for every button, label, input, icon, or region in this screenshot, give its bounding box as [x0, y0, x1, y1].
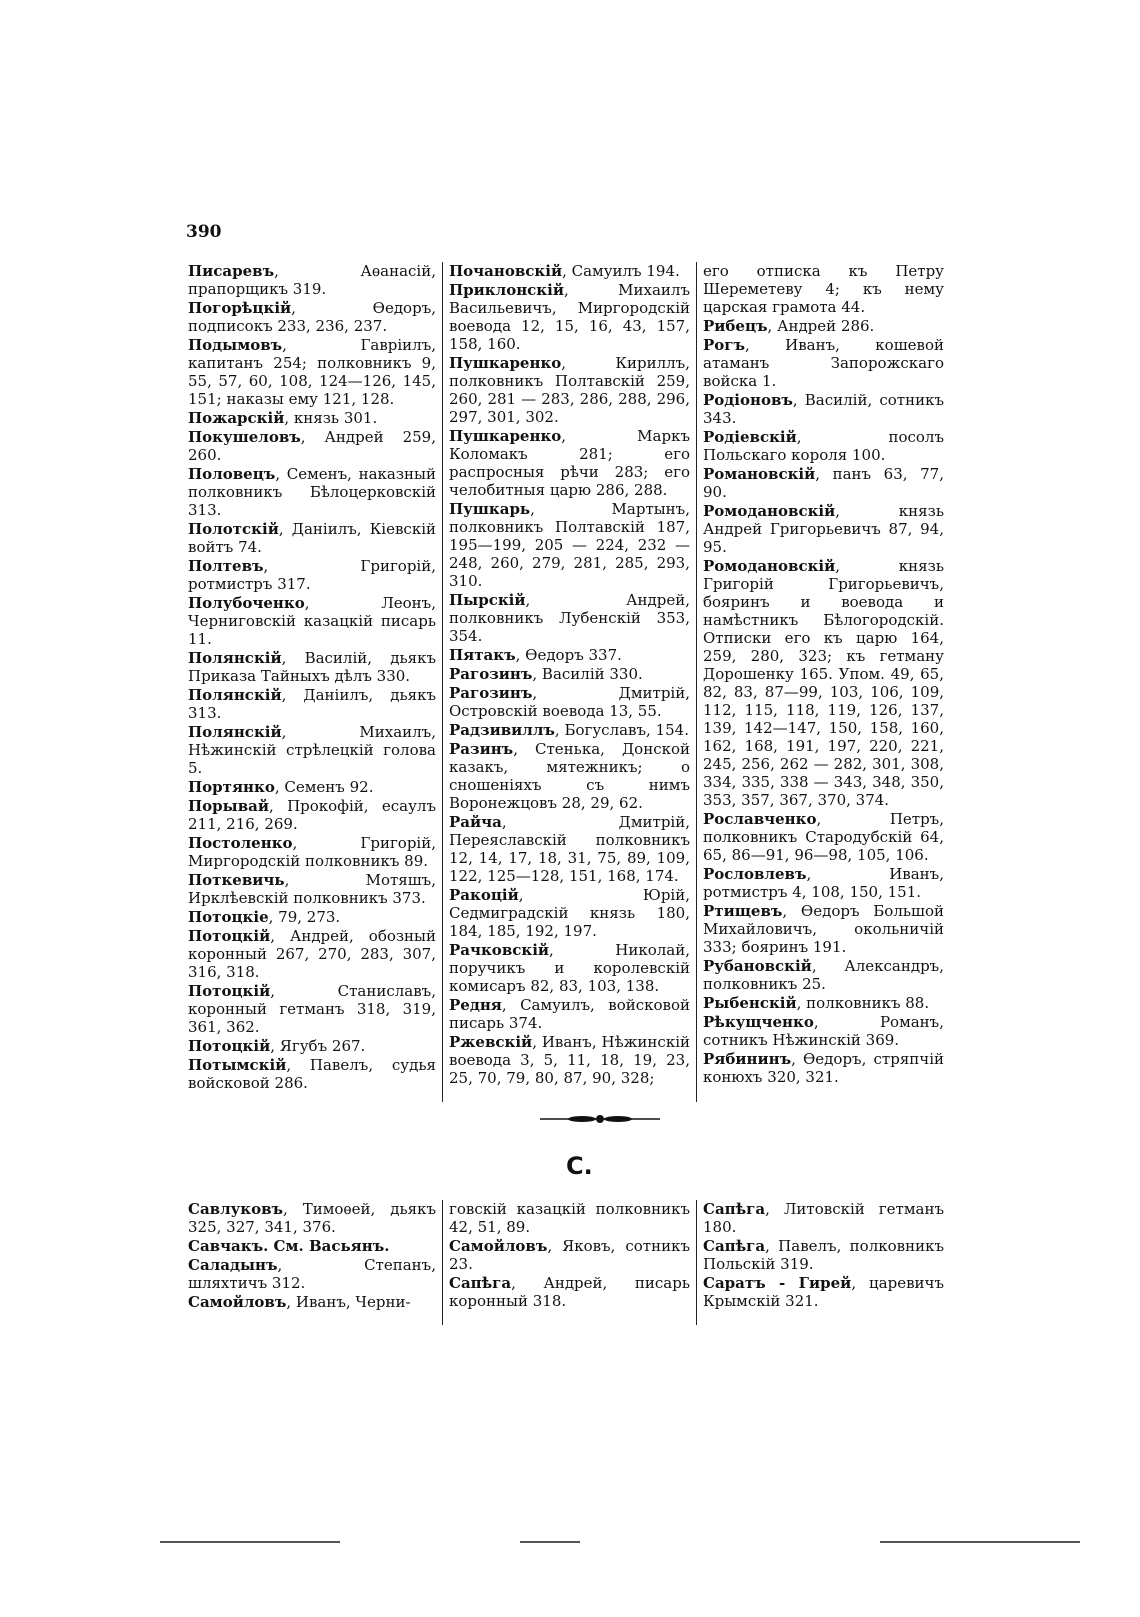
entry-name: Полянскій	[188, 686, 282, 704]
entry-name: Самойловъ	[188, 1293, 287, 1311]
entry-name: Радзивиллъ	[449, 721, 555, 739]
ornamental-divider	[540, 1111, 660, 1127]
entry-text: , Александръ, полковникъ 25.	[703, 957, 944, 993]
index-entry	[449, 996, 690, 1032]
index-entry	[449, 665, 690, 683]
entry-text: , Литовскій гетманъ 180.	[703, 1200, 944, 1236]
index-entry	[703, 1050, 944, 1086]
entry-text: , Ѳедоръ 337.	[515, 646, 622, 664]
entry-name: Ромодановскій	[703, 557, 836, 575]
entry-name: Пырскій	[449, 591, 526, 609]
entry-text: , Стенька, Донской казакъ, мятежникъ; о сношеніяхъ съ нимъ Воронежцовъ 28, 29, 62.	[449, 740, 690, 812]
entry-text: , Иванъ, Черни-	[286, 1293, 411, 1311]
entry-text: , князь 301.	[284, 409, 378, 427]
entry-name: Поткевичь	[188, 871, 285, 889]
entry-text: говскій казацкій полковникъ 42, 51, 89.	[449, 1200, 690, 1236]
entry-text: , посолъ Польскаго короля 100.	[703, 428, 944, 464]
entry-text: , 79, 273.	[268, 908, 341, 926]
index-entry	[188, 834, 436, 870]
entry-text: , Василій, сотникъ 343.	[703, 391, 944, 427]
index-columns-bottom	[188, 1200, 984, 1325]
index-entry	[188, 778, 436, 796]
index-entry	[188, 927, 436, 981]
index-entry	[449, 721, 690, 739]
entry-text: , Яковъ, сотникъ 23.	[449, 1237, 690, 1273]
index-columns-top	[188, 262, 984, 1102]
entry-name: Самойловъ	[449, 1237, 548, 1255]
index-entry	[449, 591, 690, 645]
entry-name: Савчакъ. См. Васьянъ.	[188, 1237, 390, 1255]
entry-text: , князь Григорій Григорьевичъ, бояринъ и воевода и намѣстникъ Бѣлогородскій. Отписки его къ царю 164, 259, 280, 323; къ гетману Дорошенку 165. Упом. 49, 65, 82, 83, 87—99, 103, 106, 109, 112, 115, 118, 119, 126, 137, 139, 142—147, 150, 158, 160, 162, 168, 191, 197, 220, 221, 245, 256, 262 — 282, 301, 308, 334, 335, 338 — 343, 348, 350, 353, 357, 367, 370, 374.	[703, 557, 944, 809]
entry-text: , Дмитрій, Переяславскій полковникъ 12, 14, 17, 18, 31, 75, 89, 109, 122, 125—128, 151, 168, 174.	[449, 813, 690, 885]
index-entry	[703, 1237, 944, 1273]
entry-name: Почановскій	[449, 262, 563, 280]
entry-text: , Ѳедоръ, подписокъ 233, 236, 237.	[188, 299, 436, 335]
index-entry	[449, 941, 690, 995]
entry-name: Рыбенскій	[703, 994, 797, 1012]
entry-name: Рогъ	[703, 336, 745, 354]
index-entry	[703, 557, 944, 809]
entry-text: , Григорій, ротмистръ 317.	[188, 557, 436, 593]
entry-name: Погорѣцкій	[188, 299, 292, 317]
index-entry	[449, 740, 690, 812]
entry-name: Потоцкіе	[188, 908, 269, 926]
entry-text: , панъ 63, 77, 90.	[703, 465, 944, 501]
entry-name: Ромодановскій	[703, 502, 836, 520]
index-entry	[188, 908, 436, 926]
entry-name: Пятакъ	[449, 646, 516, 664]
entry-name: Потымскій	[188, 1056, 287, 1074]
index-entry	[703, 1274, 944, 1310]
index-entry	[188, 1056, 436, 1092]
entry-name: Рибецъ	[703, 317, 768, 335]
entry-text: , Аѳанасій, прапорщикъ 319.	[188, 262, 436, 298]
index-entry	[449, 427, 690, 499]
page-number: 390	[186, 222, 222, 242]
entry-text: , Иванъ, Нѣжинскій воевода 3, 5, 11, 18, 19, 23, 25, 70, 79, 80, 87, 90, 328;	[449, 1033, 690, 1087]
index-entry	[188, 723, 436, 777]
index-entry	[188, 797, 436, 833]
entry-name: Родіоновъ	[703, 391, 793, 409]
index-entry	[703, 502, 944, 556]
entry-text: , Андрей, полковникъ Лубенскій 353, 354.	[449, 591, 690, 645]
index-entry	[703, 994, 944, 1012]
entry-name: Постоленко	[188, 834, 293, 852]
index-entry	[703, 317, 944, 335]
index-entry	[188, 557, 436, 593]
entry-text: его отписка къ Петру Шереметеву 4; къ нему царская грамота 44.	[703, 262, 944, 316]
entry-name: Ракоцій	[449, 886, 519, 904]
entry-name: Ржевскій	[449, 1033, 533, 1051]
index-entry	[188, 871, 436, 907]
entry-name: Полубоченко	[188, 594, 305, 612]
entry-name: Сапѣга	[449, 1274, 512, 1292]
entry-text: , Павелъ, судья войсковой 286.	[188, 1056, 436, 1092]
entry-text: , Богуславъ, 154.	[554, 721, 689, 739]
entry-text: , Григорій, Миргородскій полковникъ 89.	[188, 834, 436, 870]
entry-name: Полтевъ	[188, 557, 264, 575]
entry-text: , Даніилъ, дьякъ 313.	[188, 686, 436, 722]
entry-name: Полянскій	[188, 723, 282, 741]
index-entry	[188, 428, 436, 464]
entry-text: , Василій, дьякъ Приказа Тайныхъ дѣлъ 330.	[188, 649, 436, 685]
entry-name: Потоцкій	[188, 1037, 271, 1055]
entry-text: , Ѳедоръ, стряпчій конюхъ 320, 321.	[703, 1050, 944, 1086]
footer-rule-right	[880, 1541, 1080, 1543]
entry-name: Пушкаренко	[449, 427, 562, 445]
entry-text: , Андрей, обозный коронный 267, 270, 283, 307, 316, 318.	[188, 927, 436, 981]
index-entry	[188, 336, 436, 408]
entry-name: Редня	[449, 996, 502, 1014]
entry-text: , Михаилъ Васильевичъ, Миргородскій воевода 12, 15, 16, 43, 157, 158, 160.	[449, 281, 690, 353]
index-entry	[703, 1013, 944, 1049]
entry-text: , полковникъ 88.	[796, 994, 930, 1012]
footer-rule-middle	[520, 1541, 580, 1543]
entry-name: Сапѣга	[703, 1200, 766, 1218]
entry-name: Рагозинъ	[449, 665, 533, 683]
entry-text: , Николай, поручикъ и королевскій комисаръ 82, 83, 103, 138.	[449, 941, 690, 995]
index-entry	[449, 646, 690, 664]
index-entry	[703, 957, 944, 993]
entry-text: , царевичъ Крымскій 321.	[703, 1274, 944, 1310]
index-entry	[188, 982, 436, 1036]
index-entry	[703, 810, 944, 864]
index-entry	[449, 500, 690, 590]
entry-name: Рачковскій	[449, 941, 550, 959]
entry-text: , Михаилъ, Нѣжинскій стрѣлецкій голова 5.	[188, 723, 436, 777]
entry-text: , Юрій, Седмиградскій князь 180, 184, 185, 192, 197.	[449, 886, 690, 940]
index-column-2	[442, 262, 696, 1102]
entry-name: Родіевскій	[703, 428, 797, 446]
index-entry	[188, 1200, 436, 1236]
index-entry	[188, 465, 436, 519]
index-entry	[188, 262, 436, 298]
entry-name: Ртищевъ	[703, 902, 783, 920]
entry-name: Рагозинъ	[449, 684, 533, 702]
index-entry	[188, 1237, 436, 1255]
entry-name: Савлуковъ	[188, 1200, 284, 1218]
entry-name: Пушкаренко	[449, 354, 562, 372]
entry-name: Полотскій	[188, 520, 279, 538]
entry-text: , Станиславъ, коронный гетманъ 318, 319, 361, 362.	[188, 982, 436, 1036]
index-entry	[188, 1293, 436, 1311]
entry-text: , Андрей, писарь коронный 318.	[449, 1274, 690, 1310]
entry-text: , Иванъ, ротмистръ 4, 108, 150, 151.	[703, 865, 944, 901]
entry-text: , Тимоѳей, дьякъ 325, 327, 341, 376.	[188, 1200, 436, 1236]
section-letter: С.	[566, 1152, 593, 1180]
entry-text: , Гавріилъ, капитанъ 254; полковникъ 9, 55, 57, 60, 108, 124—126, 145, 151; наказы ему 121, 128.	[188, 336, 436, 408]
index-entry	[703, 391, 944, 427]
index-entry	[449, 813, 690, 885]
entry-text: , Романъ, сотникъ Нѣжинскій 369.	[703, 1013, 944, 1049]
entry-name: Рославченко	[703, 810, 817, 828]
entry-name: Рословлевъ	[703, 865, 807, 883]
entry-text: , Андрей 286.	[767, 317, 875, 335]
index-column-s-3	[696, 1200, 950, 1325]
index-column-s-2	[442, 1200, 696, 1325]
index-entry	[449, 886, 690, 940]
entry-text: , Степанъ, шляхтичъ 312.	[188, 1256, 436, 1292]
index-entry	[449, 1237, 690, 1273]
entry-text: , Мартынъ, полковникъ Полтавскій 187, 195—199, 205 — 224, 232 — 248, 260, 279, 281, 285, 293, 310.	[449, 500, 690, 590]
footer-rule-left	[160, 1541, 340, 1543]
index-entry	[449, 684, 690, 720]
index-entry	[703, 865, 944, 901]
entry-text: , Андрей 259, 260.	[188, 428, 436, 464]
entry-name: Пожарскій	[188, 409, 285, 427]
entry-text: , Самуилъ 194.	[562, 262, 680, 280]
entry-name: Портянко	[188, 778, 275, 796]
entry-name: Рябининъ	[703, 1050, 792, 1068]
entry-text: , Ягубъ 267.	[270, 1037, 366, 1055]
entry-text: , Прокофій, есаулъ 211, 216, 269.	[188, 797, 436, 833]
entry-name: Рѣкущченко	[703, 1013, 814, 1031]
index-entry	[449, 1033, 690, 1087]
index-entry	[188, 649, 436, 685]
entry-text: , Мотяшъ, Ирклѣевскій полковникъ 373.	[188, 871, 436, 907]
entry-text: , князь Андрей Григорьевичъ 87, 94, 95.	[703, 502, 944, 556]
entry-text: , Павелъ, полковникъ Польскій 319.	[703, 1237, 944, 1273]
entry-text: , Ѳедоръ Большой Михайловичъ, окольничій 333; бояринъ 191.	[703, 902, 944, 956]
index-column-s-1	[188, 1200, 442, 1325]
entry-name: Потоцкій	[188, 927, 271, 945]
entry-text: , Дмитрій, Островскій воевода 13, 55.	[449, 684, 690, 720]
entry-name: Половецъ	[188, 465, 276, 483]
entry-name: Потоцкій	[188, 982, 271, 1000]
entry-name: Покушеловъ	[188, 428, 301, 446]
index-entry	[703, 902, 944, 956]
entry-text: , Семенъ 92.	[274, 778, 374, 796]
index-entry	[703, 465, 944, 501]
entry-text: , Петръ, полковникъ Стародубскій 64, 65, 86—91, 96—98, 105, 106.	[703, 810, 944, 864]
index-entry	[703, 262, 944, 316]
entry-name: Полянскій	[188, 649, 282, 667]
entry-name: Пушкарь	[449, 500, 531, 518]
entry-name: Разинъ	[449, 740, 514, 758]
index-column-1	[188, 262, 442, 1102]
index-entry	[188, 1037, 436, 1055]
entry-name: Сапѣга	[703, 1237, 766, 1255]
entry-name: Подымовъ	[188, 336, 283, 354]
entry-text: , Кириллъ, полковникъ Полтавскій 259, 260, 281 — 283, 286, 288, 296, 297, 301, 302.	[449, 354, 690, 426]
index-entry	[703, 336, 944, 390]
index-column-3	[696, 262, 950, 1102]
entry-text: , Даніилъ, Кіевскій войтъ 74.	[188, 520, 436, 556]
index-entry	[449, 262, 690, 280]
entry-text: , Василій 330.	[532, 665, 643, 683]
index-entry	[449, 1200, 690, 1236]
entry-text: , Маркъ Коломакъ 281; его распросныя рѣчи 283; его челобитныя царю 286, 288.	[449, 427, 690, 499]
index-entry	[188, 1256, 436, 1292]
index-entry	[703, 428, 944, 464]
index-entry	[188, 594, 436, 648]
entry-text: , Иванъ, кошевой атаманъ Запорожскаго войска 1.	[703, 336, 944, 390]
entry-name: Рубановскій	[703, 957, 812, 975]
index-entry	[188, 409, 436, 427]
entry-text: , Семенъ, наказный полковникъ Бѣлоцерковскій 313.	[188, 465, 436, 519]
entry-name: Саратъ - Гирей	[703, 1274, 852, 1292]
entry-name: Райча	[449, 813, 502, 831]
entry-name: Порывай	[188, 797, 269, 815]
index-entry	[188, 686, 436, 722]
entry-name: Приклонскій	[449, 281, 564, 299]
index-entry	[449, 354, 690, 426]
entry-name: Романовскій	[703, 465, 816, 483]
index-entry	[188, 520, 436, 556]
index-entry	[449, 281, 690, 353]
index-entry	[703, 1200, 944, 1236]
entry-text: , Леонъ, Черниговскій казацкій писарь 11.	[188, 594, 436, 648]
entry-name: Саладынъ	[188, 1256, 278, 1274]
entry-name: Писаревъ	[188, 262, 275, 280]
index-entry	[449, 1274, 690, 1310]
entry-text: , Самуилъ, войсковой писарь 374.	[449, 996, 690, 1032]
index-entry	[188, 299, 436, 335]
